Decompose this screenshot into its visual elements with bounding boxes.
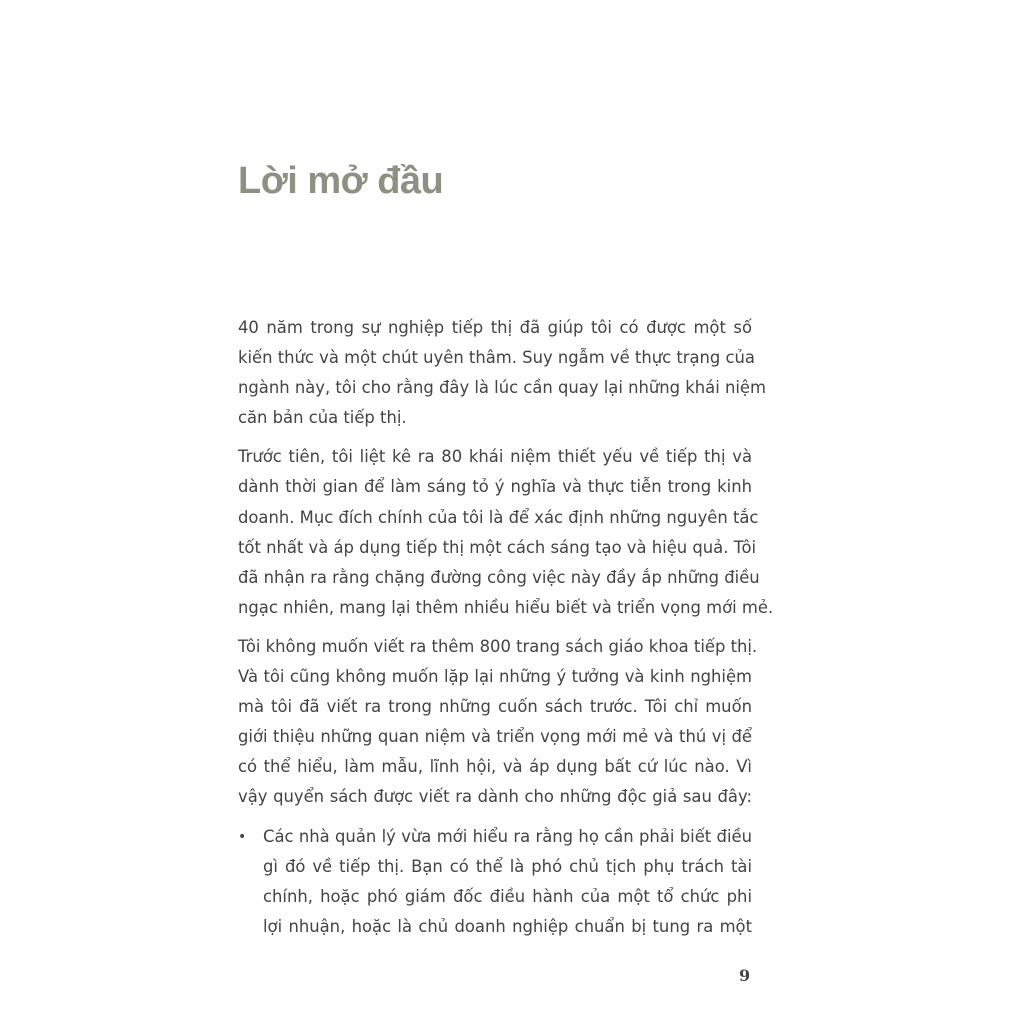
text-line: Và tôi cũng không muốn lặp lại những ý tưởng và kinh nghiệm [238,667,752,687]
text-line: gì đó về tiếp thị. Bạn có thể là phó chủ tịch phụ trách tài [263,856,752,876]
text-line: Tôi không muốn viết ra thêm 800 trang sách giáo khoa tiếp thị. [238,636,758,656]
text-line: đã nhận ra rằng chặng đường công việc này đầy ắp những điều [238,567,760,587]
text-line: mà tôi đã viết ra trong những cuốn sách trước. Tôi chỉ muốn [238,697,752,717]
text-line: căn bản của tiếp thị. [238,408,407,428]
text-line: Các nhà quản lý vừa mới hiểu ra rằng họ cần phải biết điều [263,826,752,846]
paragraph-2 [238,442,774,623]
text-line: ngạc nhiên, mang lại thêm nhiều hiểu biết và triển vọng mới mẻ. [238,597,774,617]
text-line: có thể hiểu, làm mẫu, lĩnh hội, và áp dụng bất cứ lúc nào. Vì [238,757,752,777]
chapter-heading: Lời mở đầu [238,160,444,202]
text-line: dành thời gian để làm sáng tỏ ý nghĩa và thực tiễn trong kinh [238,477,752,497]
paragraph-1 [238,313,766,433]
bullet-item [238,822,752,942]
text-line: tốt nhất và áp dụng tiếp thị một cách sáng tạo và hiệu quả. Tôi [238,537,757,557]
text-line: kiến thức và một chút uyên thâm. Suy ngẫm về thực trạng của [238,348,755,368]
text-line: Trước tiên, tôi liệt kê ra 80 khái niệm thiết yếu về tiếp thị và [238,447,752,467]
text-line: vậy quyển sách được viết ra dành cho những độc giả sau đây: [238,787,752,807]
text-line: giới thiệu những quan niệm và triển vọng mới mẻ và thú vị để [238,727,752,747]
text-line: 40 năm trong sự nghiệp tiếp thị đã giúp tôi có được một số [238,318,752,337]
page-number: 9 [739,966,751,985]
paragraph-3 [238,632,758,813]
text-line: ngành này, tôi cho rằng đây là lúc cần quay lại những khái niệm [238,378,766,398]
text-line: chính, hoặc phó giám đốc điều hành của một tổ chức phi [263,886,752,906]
bullet-marker: • [238,828,247,845]
text-line: doanh. Mục đích chính của tôi là để xác định những nguyên tắc [238,507,759,527]
text-line: lợi nhuận, hoặc là chủ doanh nghiệp chuẩn bị tung ra một [263,916,752,936]
body-text [238,313,774,942]
